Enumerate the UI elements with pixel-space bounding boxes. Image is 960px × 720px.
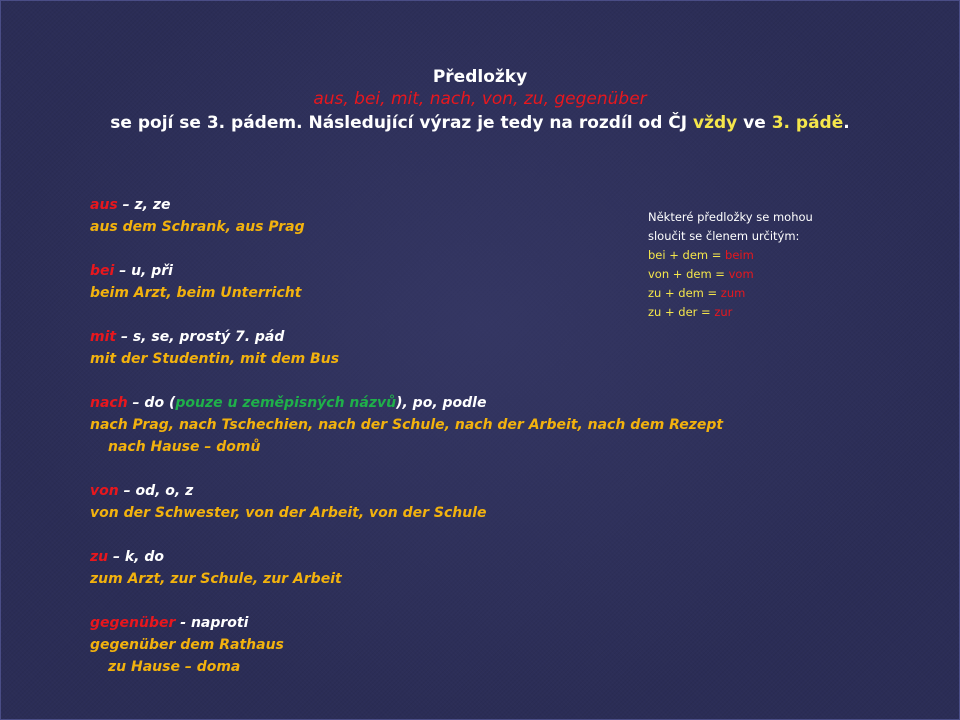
rule-result: vom	[728, 267, 754, 281]
preposition: von	[90, 483, 119, 499]
contraction-intro: Některé předložky se mohou	[648, 210, 813, 224]
entry-zu	[90, 546, 750, 590]
entry-heading	[90, 392, 750, 414]
example: nach Prag, nach Tschechien, nach der Schule, nach der Arbeit, nach dem Rezept	[90, 417, 724, 433]
example: zu Hause – doma	[108, 659, 241, 675]
contraction-note	[648, 208, 868, 322]
rule-result: zur	[714, 305, 733, 319]
entry-heading	[90, 326, 750, 348]
meaning: – od, o, z	[118, 483, 194, 499]
title-rule-end: .	[843, 113, 850, 133]
entry-heading	[90, 612, 750, 634]
rule-result: beim	[725, 248, 754, 262]
meaning: – u, při	[114, 263, 173, 279]
title-prepositions: aus, bei, mit, nach, von, zu, gegenüber	[313, 89, 647, 109]
title-rule-sentence	[0, 110, 960, 136]
entry-von	[90, 480, 750, 524]
contraction-intro: sloučit se členem určitým:	[648, 229, 800, 243]
meaning: – k, do	[108, 549, 165, 565]
rule-left: bei + dem =	[648, 248, 726, 262]
rule-result: zum	[720, 286, 746, 300]
example: mit der Studentin, mit dem Bus	[90, 351, 340, 367]
preposition: zu	[90, 549, 109, 565]
example: zum Arzt, zur Schule, zur Arbeit	[90, 571, 342, 587]
preposition: bei	[90, 263, 115, 279]
example: beim Arzt, beim Unterricht	[90, 285, 302, 301]
entry-heading	[90, 480, 750, 502]
contraction-rule	[648, 303, 868, 322]
meaning-end: ), po, podle	[396, 395, 487, 411]
contraction-rule	[648, 284, 868, 303]
entry-mit	[90, 326, 750, 370]
preposition: aus	[90, 197, 118, 213]
meaning: – z, ze	[117, 197, 171, 213]
entry-heading	[90, 546, 750, 568]
title-highlight-case: 3. pádě	[771, 113, 844, 133]
meaning: – s, se, prostý 7. pád	[116, 329, 285, 345]
contraction-rule	[648, 246, 868, 265]
example: von der Schwester, von der Arbeit, von der Schule	[90, 505, 487, 521]
meaning: – do (	[127, 395, 176, 411]
preposition: gegenüber	[90, 615, 176, 631]
title-rule-text: se pojí se 3. pádem. Následující výraz je tedy na rozdíl od ČJ	[110, 113, 694, 133]
example: aus dem Schrank, aus Prag	[90, 219, 305, 235]
rule-left: zu + der =	[648, 305, 715, 319]
rule-left: zu + dem =	[648, 286, 721, 300]
title-rule-text-2: ve	[737, 113, 772, 133]
contraction-rule	[648, 265, 868, 284]
example: nach Hause – domů	[108, 439, 261, 455]
example: gegenüber dem Rathaus	[90, 637, 284, 653]
slide-title	[0, 66, 960, 136]
rule-left: von + dem =	[648, 267, 729, 281]
title-highlight-always: vždy	[693, 113, 738, 133]
title-heading: Předložky	[432, 67, 528, 87]
meaning-note: pouze u zeměpisných názvů	[175, 395, 397, 411]
meaning: - naproti	[175, 615, 249, 631]
entry-nach	[90, 392, 750, 458]
preposition: nach	[90, 395, 128, 411]
entry-gegenueber	[90, 612, 750, 678]
preposition: mit	[90, 329, 117, 345]
